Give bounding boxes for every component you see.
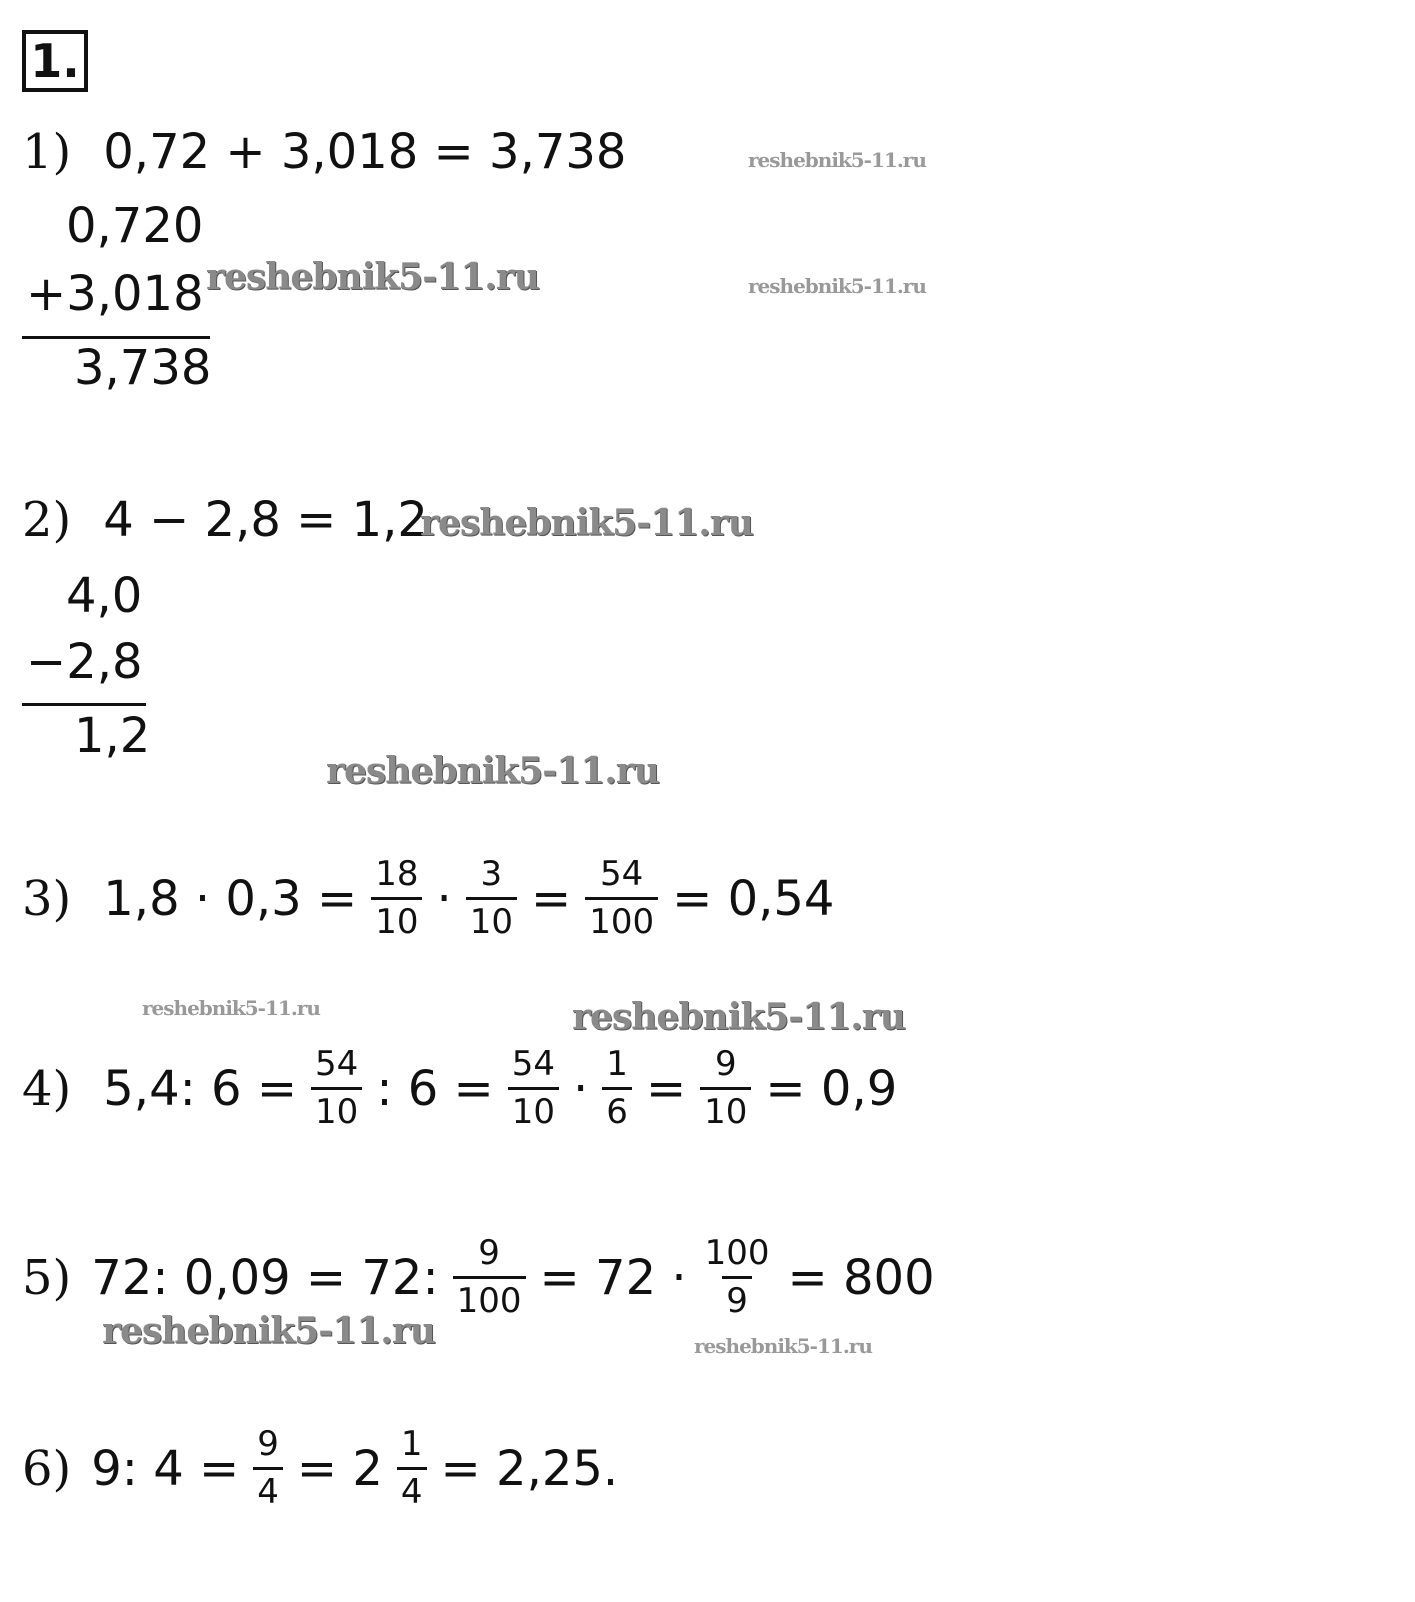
watermark: reshebnik5-11.ru	[206, 256, 539, 298]
item-2-expression: 4 − 2,8 = 1,2	[103, 492, 428, 548]
item-4-fraction-2-denominator: 10	[508, 1087, 559, 1132]
item-3-fraction-3-numerator: 54	[600, 854, 644, 894]
item-2-column-bottom: −2,8	[26, 634, 143, 690]
item-5-lead: 72: 0,09 = 72:	[91, 1249, 439, 1306]
item-1-equation	[22, 124, 632, 180]
item-3-fraction-1-denominator: 10	[371, 897, 422, 942]
item-3-fraction-2-denominator: 10	[466, 897, 517, 942]
item-1-label: 1)	[22, 124, 72, 180]
item-4-equation	[22, 1045, 903, 1132]
watermark: reshebnik5-11.ru	[572, 996, 905, 1038]
item-6-lead: 9: 4 =	[91, 1440, 240, 1497]
item-5-fraction-1-numerator: 9	[478, 1233, 500, 1273]
item-6-equation	[22, 1425, 624, 1512]
item-5-label: 5)	[22, 1249, 72, 1306]
item-3-fraction-3	[585, 855, 658, 942]
item-6-fraction-2-numerator: 1	[400, 1424, 423, 1464]
item-3-equation	[22, 855, 840, 942]
item-3-fraction-1	[371, 855, 422, 942]
item-3-equals: =	[530, 870, 572, 927]
watermark: reshebnik5-11.ru	[102, 1310, 435, 1352]
item-2-column-rule	[22, 703, 146, 706]
item-6-label: 6)	[22, 1440, 72, 1497]
item-5-tail: = 800	[787, 1249, 935, 1306]
item-4-fraction-1	[311, 1045, 362, 1132]
item-3-label: 3)	[22, 870, 72, 927]
item-3-fraction-3-denominator: 100	[585, 897, 658, 942]
item-3-fraction-2-numerator: 3	[480, 854, 503, 894]
item-6-fraction-2	[397, 1425, 427, 1512]
item-4-tail: = 0,9	[765, 1060, 898, 1117]
item-5-fraction-1	[453, 1234, 526, 1321]
item-6-fraction-2-denominator: 4	[397, 1467, 427, 1512]
item-3-lead: 1,8 · 0,3 =	[103, 870, 358, 927]
item-5-mid: = 72 ·	[539, 1249, 687, 1306]
item-4-fraction-3-denominator: 6	[602, 1087, 632, 1132]
item-6-fraction-1-denominator: 4	[253, 1467, 283, 1512]
item-5-fraction-2	[701, 1234, 774, 1321]
item-1-column-bottom: +3,018	[26, 266, 204, 322]
item-1-column-top: 0,720	[66, 198, 204, 254]
item-5-fraction-2-numerator: 100	[704, 1233, 770, 1273]
item-6-fraction-1-numerator: 9	[257, 1424, 279, 1464]
item-5-equation	[22, 1234, 941, 1321]
item-4-fraction-4-numerator: 9	[714, 1044, 737, 1084]
item-1-column-result: 3,738	[74, 340, 212, 396]
item-4-fraction-4-denominator: 10	[700, 1087, 751, 1132]
item-4-fraction-3-numerator: 1	[606, 1044, 628, 1084]
item-3-fraction-2	[466, 855, 517, 942]
item-2-column-top: 4,0	[66, 568, 143, 624]
item-6-mid: = 2	[296, 1440, 383, 1497]
watermark: reshebnik5-11.ru	[420, 502, 753, 544]
item-2-label: 2)	[22, 492, 72, 548]
item-4-operator: ·	[573, 1060, 589, 1117]
item-4-fraction-3	[602, 1045, 632, 1132]
item-4-fraction-1-denominator: 10	[311, 1087, 362, 1132]
item-1-expression: 0,72 + 3,018 = 3,738	[103, 124, 627, 180]
item-4-equals: =	[645, 1060, 687, 1117]
item-1-column-rule	[22, 336, 210, 339]
item-3-operator: ·	[436, 870, 452, 927]
watermark: reshebnik5-11.ru	[694, 1334, 872, 1358]
item-4-fraction-1-numerator: 54	[315, 1044, 359, 1084]
item-6-tail: = 2,25.	[440, 1440, 619, 1497]
item-3-tail: = 0,54	[672, 870, 835, 927]
item-4-fraction-2-numerator: 54	[511, 1044, 556, 1084]
item-5-fraction-1-denominator: 100	[453, 1276, 526, 1321]
item-4-fraction-2	[508, 1045, 559, 1132]
item-4-mid: : 6 =	[376, 1060, 494, 1117]
item-3-fraction-1-numerator: 18	[375, 854, 419, 894]
watermark: reshebnik5-11.ru	[326, 750, 659, 792]
item-2-column-result: 1,2	[74, 708, 151, 764]
item-5-fraction-2-denominator: 9	[722, 1276, 752, 1321]
item-6-fraction-1	[253, 1425, 283, 1512]
item-4-lead: 5,4: 6 =	[103, 1060, 298, 1117]
item-4-label: 4)	[22, 1060, 72, 1117]
item-2-equation	[22, 492, 434, 548]
watermark: reshebnik5-11.ru	[748, 274, 926, 298]
watermark: reshebnik5-11.ru	[142, 996, 320, 1020]
item-4-fraction-4	[700, 1045, 751, 1132]
problem-number: 1.	[22, 30, 88, 92]
watermark: reshebnik5-11.ru	[748, 148, 926, 172]
